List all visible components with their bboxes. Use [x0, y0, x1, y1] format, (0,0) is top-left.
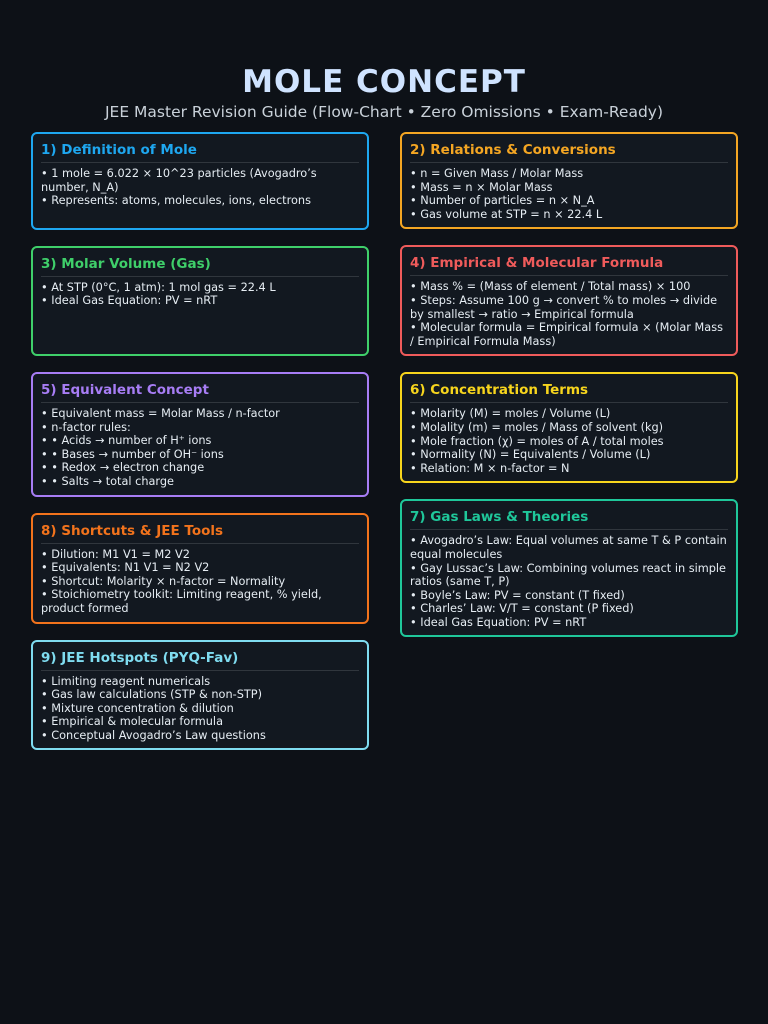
- card-line: • Gas volume at STP = n × 22.4 L: [410, 207, 603, 221]
- card-line: • • Acids → number of H⁺ ions: [41, 434, 212, 448]
- card-title: 2) Relations & Conversions: [410, 141, 728, 163]
- card-line: • Gas law calculations (STP & non-STP): [41, 688, 263, 702]
- card-line: • Stoichiometry toolkit: Limiting reagent, % yield, product formed: [41, 588, 322, 615]
- card-line: • Mixture concentration & dilution: [41, 701, 234, 715]
- page-subtitle: JEE Master Revision Guide (Flow-Chart • Zero Omissions • Exam-Ready): [104, 103, 664, 121]
- card-empirical-molecular-formula: [400, 245, 738, 356]
- card-line: • Steps: Assume 100 g → convert % to moles → divide by smallest → ratio → Empirical formula: [410, 293, 718, 321]
- card-line: • n-factor rules:: [41, 420, 131, 434]
- card-line: • n = Given Mass / Molar Mass: [410, 167, 584, 180]
- card-line: • Ideal Gas Equation: PV = nRT: [410, 615, 587, 629]
- card-line: • 1 mole = 6.022 × 10^23 particles (Avogadro’s number, N_A): [41, 167, 317, 194]
- page-header: [0, 0, 768, 122]
- card-line: • Number of particles = n × N_A: [410, 194, 595, 208]
- card-definition-of-mole: [31, 132, 369, 230]
- card-line: • Shortcut: Molarity × n-factor = Normality: [41, 574, 286, 588]
- card-line: • Gay Lussac’s Law: Combining volumes react in simple ratios (same T, P): [410, 561, 727, 589]
- card-title: 1) Definition of Mole: [41, 141, 359, 163]
- card-relations-conversions: [400, 132, 738, 229]
- card-shortcuts-jee-tools: [31, 513, 369, 624]
- card-line: • At STP (0°C, 1 atm): 1 mol gas = 22.4 L: [41, 280, 276, 294]
- card-title: 7) Gas Laws & Theories: [410, 508, 728, 530]
- card-line: • Normality (N) = Equivalents / Volume (L): [410, 448, 651, 462]
- card-title: 6) Concentration Terms: [410, 381, 728, 403]
- card-line: • Mass = n × Molar Mass: [410, 180, 553, 194]
- card-line: • Molarity (M) = moles / Volume (L): [410, 407, 611, 421]
- card-line: • Relation: M × n-factor = N: [410, 461, 570, 475]
- card-line: • Represents: atoms, molecules, ions, electrons: [41, 194, 311, 208]
- card-line: • Empirical & molecular formula: [41, 715, 223, 729]
- card-line: • Boyle’s Law: PV = constant (T fixed): [410, 588, 625, 602]
- card-title: 9) JEE Hotspots (PYQ-Fav): [41, 649, 359, 671]
- card-line: • Equivalents: N1 V1 = N2 V2: [41, 561, 210, 575]
- card-title: 5) Equivalent Concept: [41, 381, 359, 403]
- left-column: [31, 132, 369, 766]
- card-molar-volume: [31, 246, 369, 356]
- card-line: • Avogadro’s Law: Equal volumes at same T & P contain equal molecules: [410, 534, 727, 561]
- page-title: MOLE CONCEPT: [242, 64, 526, 100]
- card-line: • Limiting reagent numericals: [41, 674, 211, 688]
- card-line: • Conceptual Avogadro’s Law questions: [41, 728, 266, 742]
- right-column: [400, 132, 738, 653]
- card-line: • • Bases → number of OH⁻ ions: [41, 447, 224, 461]
- card-line: • Mass % = (Mass of element / Total mass) × 100: [410, 280, 691, 294]
- card-title: 3) Molar Volume (Gas): [41, 255, 359, 277]
- card-equivalent-concept: [31, 372, 369, 497]
- card-line: • Charles’ Law: V/T = constant (P fixed): [410, 602, 634, 616]
- card-concentration-terms: [400, 372, 738, 483]
- card-line: • • Redox → electron change: [41, 461, 205, 475]
- card-line: • Mole fraction (χ) = moles of A / total moles: [410, 434, 664, 448]
- card-gas-laws-theories: [400, 499, 738, 637]
- card-jee-hotspots: [31, 640, 369, 751]
- card-line: • Molality (m) = moles / Mass of solvent (kg): [410, 420, 664, 434]
- card-line: • Molecular formula = Empirical formula × (Molar Mass / Empirical Formula Mass): [410, 321, 723, 348]
- card-line: • Dilution: M1 V1 = M2 V2: [41, 547, 190, 561]
- card-title: 4) Empirical & Molecular Formula: [410, 254, 728, 276]
- card-line: • • Salts → total charge: [41, 474, 174, 488]
- card-line: • Equivalent mass = Molar Mass / n-factor: [41, 406, 280, 420]
- card-line: • Ideal Gas Equation: PV = nRT: [41, 294, 218, 308]
- card-title: 8) Shortcuts & JEE Tools: [41, 522, 359, 544]
